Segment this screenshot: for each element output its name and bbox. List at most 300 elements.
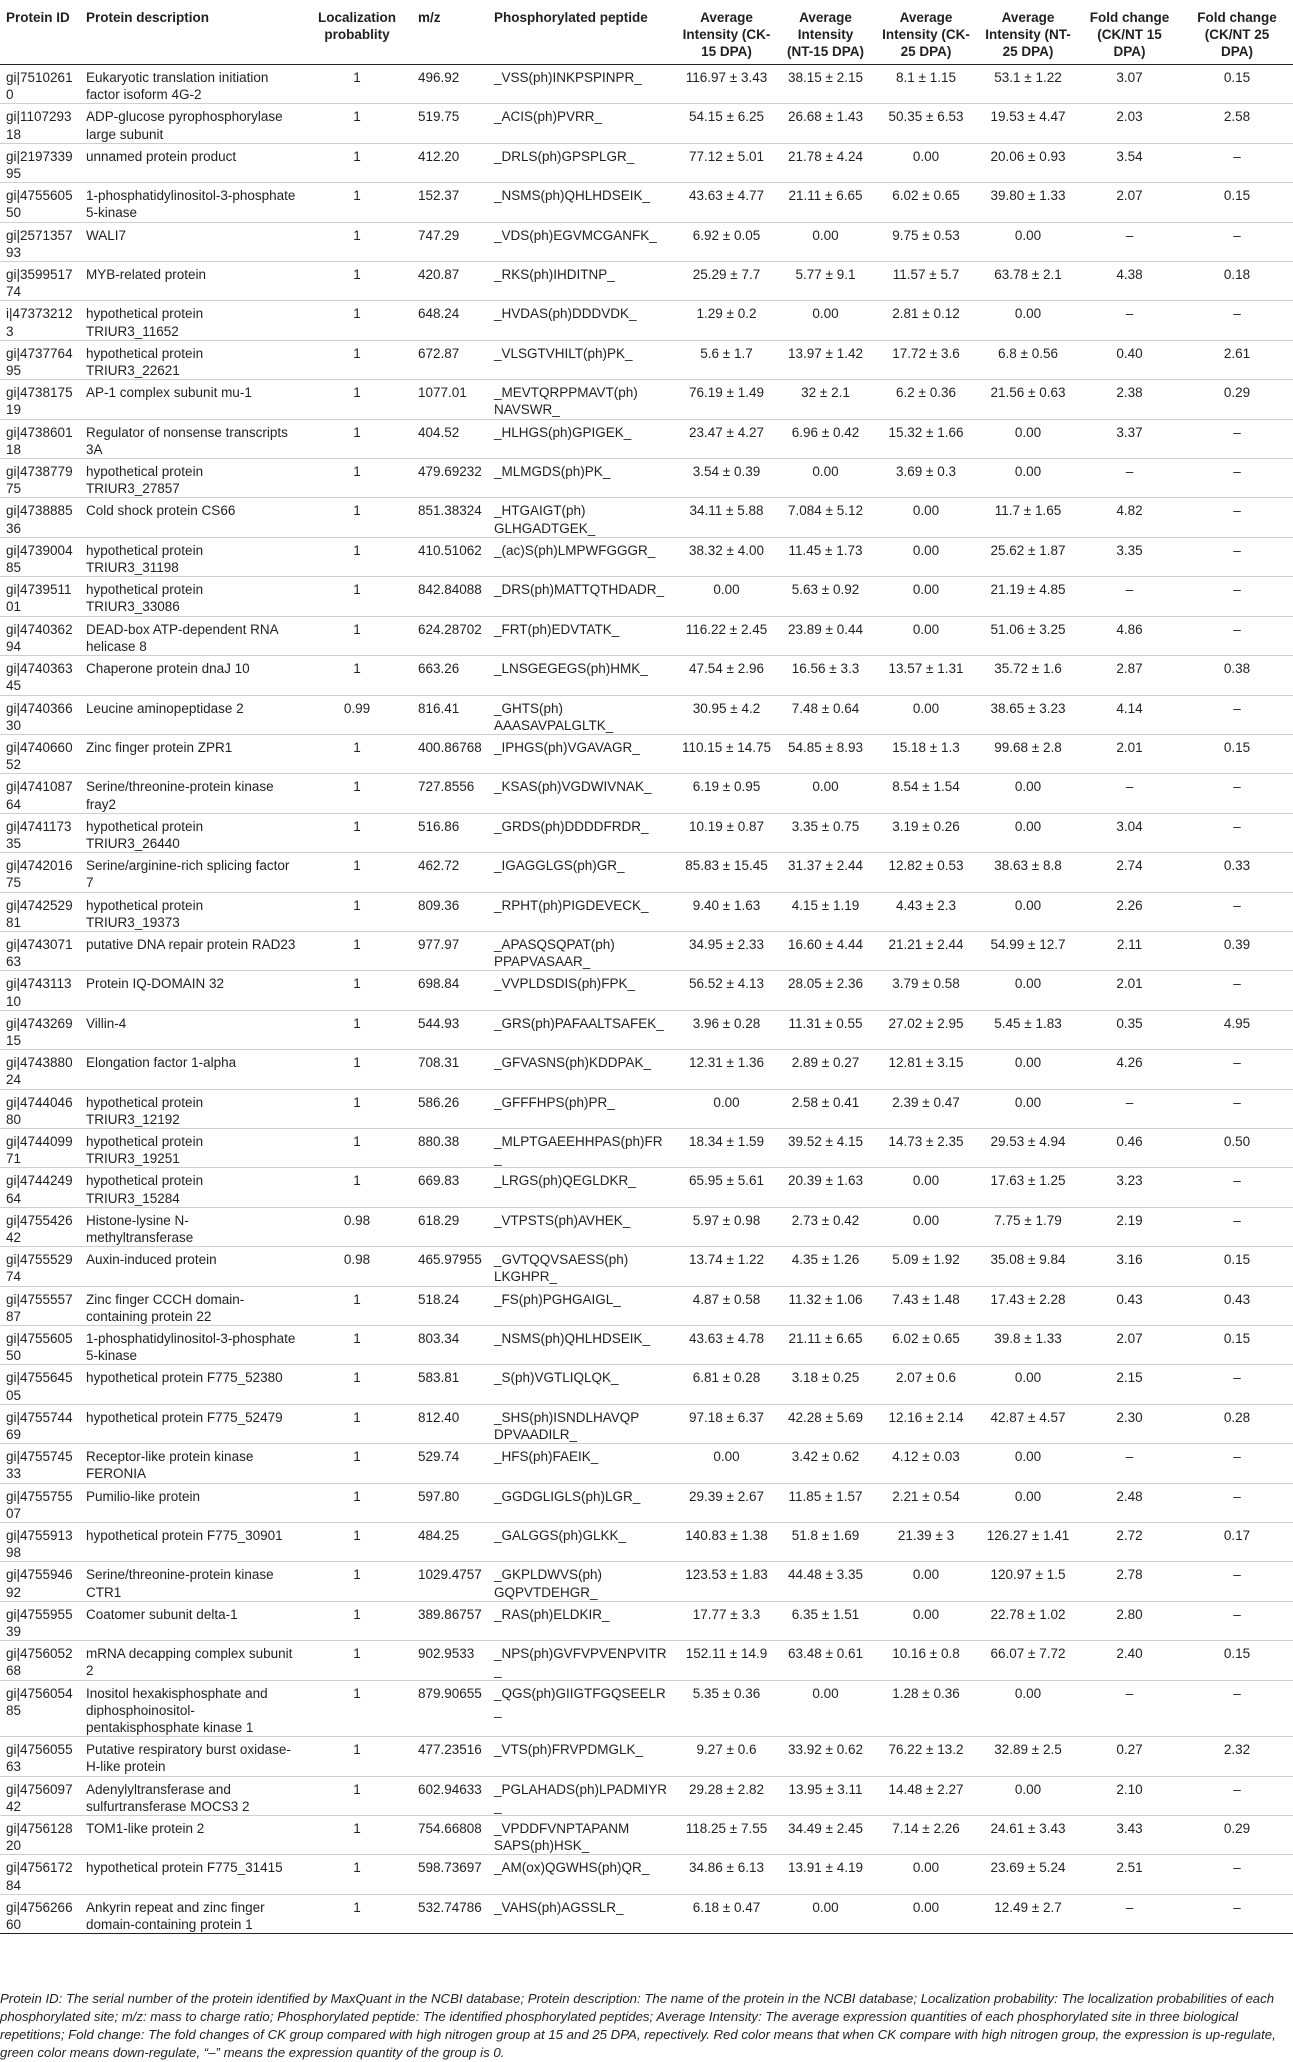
cell-avg-intensity-nt25: 11.7 ± 1.65 — [978, 498, 1078, 537]
cell-fold-change-15: – — [1078, 774, 1181, 813]
cell-avg-intensity-ck15: 43.63 ± 4.78 — [676, 1326, 777, 1365]
cell-avg-intensity-ck25: 6.02 ± 0.65 — [874, 1326, 978, 1365]
cell-localization-probability: 0.99 — [302, 695, 412, 734]
cell-avg-intensity-ck25: 3.69 ± 0.3 — [874, 459, 978, 498]
table-row — [0, 143, 1293, 182]
cell-avg-intensity-ck25: 4.12 ± 0.03 — [874, 1444, 978, 1483]
cell-avg-intensity-ck25: 27.02 ± 2.95 — [874, 1010, 978, 1049]
cell-avg-intensity-ck15: 4.87 ± 0.58 — [676, 1286, 777, 1325]
cell-fold-change-25: – — [1181, 774, 1293, 813]
cell-fold-change-15: 2.07 — [1078, 1326, 1181, 1365]
cell-fold-change-15: 2.48 — [1078, 1483, 1181, 1522]
cell-protein-id: gi|473900485 — [0, 537, 80, 576]
cell-fold-change-25: 0.15 — [1181, 1641, 1293, 1680]
col-fold-change-15: Fold change (CK/NT 15 DPA) — [1078, 0, 1181, 65]
cell-protein-description: Ankyrin repeat and zinc finger domain-containing protein 1 — [80, 1894, 302, 1933]
cell-fold-change-15: 2.26 — [1078, 892, 1181, 931]
cell-avg-intensity-nt15: 0.00 — [777, 301, 874, 340]
cell-avg-intensity-nt25: 0.00 — [978, 459, 1078, 498]
cell-protein-id: gi|75102610 — [0, 65, 80, 104]
cell-avg-intensity-nt25: 66.07 ± 7.72 — [978, 1641, 1078, 1680]
cell-fold-change-15: 2.40 — [1078, 1641, 1181, 1680]
table-row — [0, 1089, 1293, 1128]
cell-protein-description: TOM1-like protein 2 — [80, 1816, 302, 1855]
cell-localization-probability: 1 — [302, 1562, 412, 1601]
cell-protein-description: Adenylyltransferase and sulfurtransferase MOCS3 2 — [80, 1776, 302, 1815]
cell-avg-intensity-ck15: 12.31 ± 1.36 — [676, 1050, 777, 1089]
cell-avg-intensity-nt25: 38.63 ± 8.8 — [978, 853, 1078, 892]
cell-fold-change-15: 3.23 — [1078, 1168, 1181, 1207]
cell-localization-probability: 1 — [302, 931, 412, 970]
cell-localization-probability: 1 — [302, 104, 412, 143]
cell-protein-description: Pumilio-like protein — [80, 1483, 302, 1522]
cell-protein-description: putative DNA repair protein RAD23 — [80, 931, 302, 970]
cell-fold-change-15: 4.26 — [1078, 1050, 1181, 1089]
cell-avg-intensity-nt25: 0.00 — [978, 222, 1078, 261]
cell-avg-intensity-nt25: 0.00 — [978, 892, 1078, 931]
cell-localization-probability: 1 — [302, 1776, 412, 1815]
cell-avg-intensity-nt15: 7.48 ± 0.64 — [777, 695, 874, 734]
cell-avg-intensity-nt25: 0.00 — [978, 1050, 1078, 1089]
cell-mz: 1077.01 — [412, 380, 488, 419]
cell-fold-change-15: 0.46 — [1078, 1128, 1181, 1167]
cell-avg-intensity-nt15: 42.28 ± 5.69 — [777, 1404, 874, 1443]
cell-avg-intensity-ck15: 54.15 ± 6.25 — [676, 104, 777, 143]
cell-avg-intensity-nt25: 51.06 ± 3.25 — [978, 616, 1078, 655]
cell-fold-change-25: 4.95 — [1181, 1010, 1293, 1049]
cell-avg-intensity-ck15: 6.18 ± 0.47 — [676, 1894, 777, 1933]
table-body — [0, 65, 1293, 1934]
col-avg-intensity-nt25: Average Intensity (NT-25 DPA) — [978, 0, 1078, 65]
cell-fold-change-15: 2.80 — [1078, 1601, 1181, 1640]
table-row — [0, 1050, 1293, 1089]
cell-protein-id: gi|474307163 — [0, 931, 80, 970]
cell-protein-id: gi|219733995 — [0, 143, 80, 182]
cell-avg-intensity-ck25: 9.75 ± 0.53 — [874, 222, 978, 261]
cell-avg-intensity-nt25: 63.78 ± 2.1 — [978, 262, 1078, 301]
cell-avg-intensity-ck25: 11.57 ± 5.7 — [874, 262, 978, 301]
cell-localization-probability: 1 — [302, 813, 412, 852]
cell-fold-change-25: 0.17 — [1181, 1523, 1293, 1562]
cell-avg-intensity-ck15: 9.40 ± 1.63 — [676, 892, 777, 931]
cell-mz: 880.38 — [412, 1128, 488, 1167]
cell-mz: 404.52 — [412, 419, 488, 458]
cell-fold-change-15: 2.03 — [1078, 104, 1181, 143]
cell-fold-change-15: 2.01 — [1078, 734, 1181, 773]
cell-avg-intensity-nt15: 3.42 ± 0.62 — [777, 1444, 874, 1483]
cell-protein-description: 1-phosphatidylinositol-3-phosphate 5-kinase — [80, 183, 302, 222]
cell-mz: 477.23516 — [412, 1737, 488, 1776]
cell-mz: 809.36 — [412, 892, 488, 931]
cell-fold-change-25: – — [1181, 1444, 1293, 1483]
table-row — [0, 1365, 1293, 1404]
cell-protein-id: gi|473888536 — [0, 498, 80, 537]
cell-avg-intensity-ck25: 0.00 — [874, 143, 978, 182]
cell-fold-change-25: – — [1181, 695, 1293, 734]
cell-avg-intensity-nt25: 99.68 ± 2.8 — [978, 734, 1078, 773]
cell-phosphorylated-peptide: _GFVASNS(ph)KDDPAK_ — [488, 1050, 676, 1089]
cell-avg-intensity-nt25: 5.45 ± 1.83 — [978, 1010, 1078, 1049]
cell-avg-intensity-nt25: 0.00 — [978, 1776, 1078, 1815]
cell-avg-intensity-nt25: 17.63 ± 1.25 — [978, 1168, 1078, 1207]
cell-phosphorylated-peptide: _FRT(ph)EDVTATK_ — [488, 616, 676, 655]
cell-fold-change-25: 0.15 — [1181, 1247, 1293, 1286]
cell-avg-intensity-ck15: 34.11 ± 5.88 — [676, 498, 777, 537]
table-row — [0, 1523, 1293, 1562]
cell-fold-change-15: 4.14 — [1078, 695, 1181, 734]
cell-fold-change-25: – — [1181, 813, 1293, 852]
col-protein-description: Protein description — [80, 0, 302, 65]
cell-localization-probability: 1 — [302, 340, 412, 379]
cell-avg-intensity-nt25: 42.87 ± 4.57 — [978, 1404, 1078, 1443]
table-row — [0, 1444, 1293, 1483]
cell-fold-change-15: 3.43 — [1078, 1816, 1181, 1855]
cell-avg-intensity-ck15: 0.00 — [676, 1089, 777, 1128]
cell-fold-change-15: 2.15 — [1078, 1365, 1181, 1404]
cell-avg-intensity-ck15: 6.92 ± 0.05 — [676, 222, 777, 261]
table-row — [0, 183, 1293, 222]
cell-mz: 518.24 — [412, 1286, 488, 1325]
cell-protein-description: Zinc finger protein ZPR1 — [80, 734, 302, 773]
cell-localization-probability: 1 — [302, 1050, 412, 1089]
cell-phosphorylated-peptide: _AM(ox)QGWHS(ph)QR_ — [488, 1855, 676, 1894]
cell-avg-intensity-ck15: 29.39 ± 2.67 — [676, 1483, 777, 1522]
cell-localization-probability: 0.98 — [302, 1247, 412, 1286]
cell-avg-intensity-ck15: 0.00 — [676, 1444, 777, 1483]
cell-fold-change-25: – — [1181, 1601, 1293, 1640]
cell-avg-intensity-ck15: 9.27 ± 0.6 — [676, 1737, 777, 1776]
table-row — [0, 1168, 1293, 1207]
cell-fold-change-15: 2.87 — [1078, 656, 1181, 695]
cell-localization-probability: 1 — [302, 892, 412, 931]
table-row — [0, 1010, 1293, 1049]
cell-phosphorylated-peptide: _(ac)S(ph)LMPWFGGGR_ — [488, 537, 676, 576]
cell-avg-intensity-ck25: 0.00 — [874, 1894, 978, 1933]
cell-protein-description: hypothetical protein TRIUR3_26440 — [80, 813, 302, 852]
table-row — [0, 1855, 1293, 1894]
cell-avg-intensity-nt15: 0.00 — [777, 1894, 874, 1933]
cell-avg-intensity-nt25: 0.00 — [978, 1089, 1078, 1128]
cell-avg-intensity-nt25: 0.00 — [978, 1365, 1078, 1404]
cell-localization-probability: 1 — [302, 301, 412, 340]
cell-phosphorylated-peptide: _VDS(ph)EGVMCGANFK_ — [488, 222, 676, 261]
cell-mz: 698.84 — [412, 971, 488, 1010]
cell-avg-intensity-nt15: 0.00 — [777, 774, 874, 813]
cell-protein-description: hypothetical protein TRIUR3_33086 — [80, 577, 302, 616]
col-protein-id: Protein ID — [0, 0, 80, 65]
cell-fold-change-25: – — [1181, 1168, 1293, 1207]
cell-protein-id: gi|474036630 — [0, 695, 80, 734]
cell-localization-probability: 1 — [302, 1089, 412, 1128]
cell-fold-change-15: – — [1078, 222, 1181, 261]
cell-phosphorylated-peptide: _MLMGDS(ph)PK_ — [488, 459, 676, 498]
cell-protein-id: gi|475617284 — [0, 1855, 80, 1894]
cell-avg-intensity-nt25: 20.06 ± 0.93 — [978, 143, 1078, 182]
cell-phosphorylated-peptide: _HFS(ph)FAEIK_ — [488, 1444, 676, 1483]
cell-avg-intensity-nt15: 0.00 — [777, 1680, 874, 1737]
cell-avg-intensity-nt25: 38.65 ± 3.23 — [978, 695, 1078, 734]
cell-avg-intensity-nt15: 31.37 ± 2.44 — [777, 853, 874, 892]
table-row — [0, 340, 1293, 379]
cell-protein-id: gi|473877975 — [0, 459, 80, 498]
table-header — [0, 0, 1293, 65]
cell-localization-probability: 1 — [302, 1286, 412, 1325]
cell-fold-change-25: 0.28 — [1181, 1404, 1293, 1443]
cell-fold-change-25: – — [1181, 1050, 1293, 1089]
cell-localization-probability: 1 — [302, 143, 412, 182]
cell-fold-change-15: 0.40 — [1078, 340, 1181, 379]
cell-fold-change-25: 0.39 — [1181, 931, 1293, 970]
cell-mz: 598.73697 — [412, 1855, 488, 1894]
cell-mz: 152.37 — [412, 183, 488, 222]
cell-fold-change-15: 0.43 — [1078, 1286, 1181, 1325]
cell-phosphorylated-peptide: _LRGS(ph)QEGLDKR_ — [488, 1168, 676, 1207]
cell-fold-change-25: – — [1181, 1207, 1293, 1246]
cell-avg-intensity-nt15: 11.32 ± 1.06 — [777, 1286, 874, 1325]
cell-avg-intensity-nt15: 5.77 ± 9.1 — [777, 262, 874, 301]
cell-protein-id: gi|474311310 — [0, 971, 80, 1010]
cell-protein-description: Coatomer subunit delta-1 — [80, 1601, 302, 1640]
table-row — [0, 892, 1293, 931]
cell-avg-intensity-ck15: 123.53 ± 1.83 — [676, 1562, 777, 1601]
cell-avg-intensity-ck15: 18.34 ± 1.59 — [676, 1128, 777, 1167]
cell-protein-id: gi|474252981 — [0, 892, 80, 931]
cell-avg-intensity-nt15: 39.52 ± 4.15 — [777, 1128, 874, 1167]
cell-avg-intensity-ck15: 38.32 ± 4.00 — [676, 537, 777, 576]
table-row — [0, 537, 1293, 576]
cell-protein-description: hypothetical protein TRIUR3_15284 — [80, 1168, 302, 1207]
cell-fold-change-25: 0.29 — [1181, 380, 1293, 419]
cell-avg-intensity-ck25: 14.73 ± 2.35 — [874, 1128, 978, 1167]
cell-localization-probability: 1 — [302, 498, 412, 537]
cell-phosphorylated-peptide: _LNSGEGEGS(ph)HMK_ — [488, 656, 676, 695]
cell-fold-change-25: – — [1181, 1776, 1293, 1815]
cell-mz: 816.41 — [412, 695, 488, 734]
cell-protein-id: gi|473776495 — [0, 340, 80, 379]
cell-mz: 519.75 — [412, 104, 488, 143]
cell-fold-change-15: 4.82 — [1078, 498, 1181, 537]
cell-avg-intensity-nt25: 35.08 ± 9.84 — [978, 1247, 1078, 1286]
cell-avg-intensity-nt15: 0.00 — [777, 459, 874, 498]
cell-fold-change-15: – — [1078, 1680, 1181, 1737]
cell-avg-intensity-ck25: 6.02 ± 0.65 — [874, 183, 978, 222]
cell-avg-intensity-nt15: 2.58 ± 0.41 — [777, 1089, 874, 1128]
cell-protein-id: gi|473951101 — [0, 577, 80, 616]
cell-avg-intensity-nt25: 53.1 ± 1.22 — [978, 65, 1078, 104]
cell-fold-change-15: – — [1078, 301, 1181, 340]
cell-avg-intensity-nt15: 23.89 ± 0.44 — [777, 616, 874, 655]
cell-phosphorylated-peptide: _GKPLDWVS(ph) GQPVTDEHGR_ — [488, 1562, 676, 1601]
cell-mz: 420.87 — [412, 262, 488, 301]
cell-phosphorylated-peptide: _GGDGLIGLS(ph)LGR_ — [488, 1483, 676, 1522]
cell-fold-change-25: 0.15 — [1181, 734, 1293, 773]
cell-localization-probability: 1 — [302, 262, 412, 301]
cell-fold-change-25: – — [1181, 577, 1293, 616]
cell-protein-id: gi|257135793 — [0, 222, 80, 261]
table-row — [0, 1404, 1293, 1443]
cell-avg-intensity-nt15: 28.05 ± 2.36 — [777, 971, 874, 1010]
col-fold-change-25: Fold change (CK/NT 25 DPA) — [1181, 0, 1293, 65]
cell-localization-probability: 1 — [302, 1855, 412, 1894]
cell-protein-id: i|473732123 — [0, 301, 80, 340]
cell-localization-probability: 1 — [302, 380, 412, 419]
cell-avg-intensity-nt15: 16.56 ± 3.3 — [777, 656, 874, 695]
cell-avg-intensity-ck25: 21.39 ± 3 — [874, 1523, 978, 1562]
cell-fold-change-15: 2.01 — [1078, 971, 1181, 1010]
cell-protein-description: Villin-4 — [80, 1010, 302, 1049]
cell-protein-description: hypothetical protein F775_31415 — [80, 1855, 302, 1894]
cell-protein-description: hypothetical protein TRIUR3_19251 — [80, 1128, 302, 1167]
cell-protein-id: gi|475605268 — [0, 1641, 80, 1680]
cell-protein-id: gi|474424964 — [0, 1168, 80, 1207]
cell-phosphorylated-peptide: _HVDAS(ph)DDDVDK_ — [488, 301, 676, 340]
cell-avg-intensity-nt15: 51.8 ± 1.69 — [777, 1523, 874, 1562]
cell-fold-change-25: 0.29 — [1181, 1816, 1293, 1855]
cell-avg-intensity-nt15: 33.92 ± 0.62 — [777, 1737, 874, 1776]
table-row — [0, 301, 1293, 340]
cell-avg-intensity-ck25: 14.48 ± 2.27 — [874, 1776, 978, 1815]
cell-fold-change-15: 4.86 — [1078, 616, 1181, 655]
cell-phosphorylated-peptide: _VPDDFVNPTAPANM SAPS(ph)HSK_ — [488, 1816, 676, 1855]
table-row — [0, 419, 1293, 458]
cell-protein-id: gi|473817519 — [0, 380, 80, 419]
cell-fold-change-15: 3.54 — [1078, 143, 1181, 182]
cell-avg-intensity-nt15: 3.35 ± 0.75 — [777, 813, 874, 852]
cell-protein-description: hypothetical protein F775_52380 — [80, 1365, 302, 1404]
cell-phosphorylated-peptide: _RPHT(ph)PIGDEVECK_ — [488, 892, 676, 931]
cell-mz: 496.92 — [412, 65, 488, 104]
cell-avg-intensity-ck25: 0.00 — [874, 498, 978, 537]
col-phosphorylated-peptide: Phosphorylated peptide — [488, 0, 676, 65]
cell-protein-id: gi|475626660 — [0, 1894, 80, 1933]
cell-mz: 462.72 — [412, 853, 488, 892]
table-row — [0, 1816, 1293, 1855]
cell-localization-probability: 1 — [302, 1737, 412, 1776]
col-localization-probability: Localization probablity — [302, 0, 412, 65]
cell-avg-intensity-ck25: 2.81 ± 0.12 — [874, 301, 978, 340]
cell-mz: 389.86757 — [412, 1601, 488, 1640]
cell-fold-change-25: 0.15 — [1181, 1326, 1293, 1365]
cell-avg-intensity-ck15: 30.95 ± 4.2 — [676, 695, 777, 734]
cell-fold-change-15: 2.10 — [1078, 1776, 1181, 1815]
cell-protein-id: gi|474326915 — [0, 1010, 80, 1049]
cell-mz: 400.86768 — [412, 734, 488, 773]
cell-protein-description: Putative respiratory burst oxidase-H-like protein — [80, 1737, 302, 1776]
col-mz: m/z — [412, 0, 488, 65]
cell-phosphorylated-peptide: _HTGAIGT(ph) GLHGADTGEK_ — [488, 498, 676, 537]
cell-localization-probability: 1 — [302, 774, 412, 813]
cell-protein-description: Receptor-like protein kinase FERONIA — [80, 1444, 302, 1483]
cell-avg-intensity-nt25: 120.97 ± 1.5 — [978, 1562, 1078, 1601]
cell-protein-id: gi|474036294 — [0, 616, 80, 655]
cell-mz: 747.29 — [412, 222, 488, 261]
cell-avg-intensity-nt15: 21.11 ± 6.65 — [777, 183, 874, 222]
cell-avg-intensity-ck15: 152.11 ± 14.9 — [676, 1641, 777, 1680]
cell-localization-probability: 1 — [302, 1523, 412, 1562]
cell-protein-description: Chaperone protein dnaJ 10 — [80, 656, 302, 695]
cell-protein-description: Inositol hexakisphosphate and diphosphoinositol-pentakisphosphate kinase 1 — [80, 1680, 302, 1737]
cell-avg-intensity-ck25: 15.32 ± 1.66 — [874, 419, 978, 458]
cell-phosphorylated-peptide: _VLSGTVHILT(ph)PK_ — [488, 340, 676, 379]
cell-avg-intensity-ck15: 3.54 ± 0.39 — [676, 459, 777, 498]
table-row — [0, 1286, 1293, 1325]
cell-avg-intensity-nt15: 2.73 ± 0.42 — [777, 1207, 874, 1246]
cell-avg-intensity-ck15: 0.00 — [676, 577, 777, 616]
table-row — [0, 853, 1293, 892]
cell-avg-intensity-ck25: 0.00 — [874, 1562, 978, 1601]
cell-avg-intensity-nt15: 0.00 — [777, 222, 874, 261]
table-row — [0, 695, 1293, 734]
cell-avg-intensity-nt15: 20.39 ± 1.63 — [777, 1168, 874, 1207]
cell-protein-id: gi|474036345 — [0, 656, 80, 695]
cell-fold-change-25: – — [1181, 1855, 1293, 1894]
cell-phosphorylated-peptide: _GRS(ph)PAFAALTSAFEK_ — [488, 1010, 676, 1049]
cell-localization-probability: 1 — [302, 1365, 412, 1404]
cell-protein-description: ADP-glucose pyrophosphorylase large subunit — [80, 104, 302, 143]
cell-avg-intensity-ck25: 0.00 — [874, 577, 978, 616]
cell-fold-change-15: 3.35 — [1078, 537, 1181, 576]
cell-mz: 669.83 — [412, 1168, 488, 1207]
cell-phosphorylated-peptide: _SHS(ph)ISNDLHAVQP DPVAADILR_ — [488, 1404, 676, 1443]
cell-avg-intensity-nt15: 4.15 ± 1.19 — [777, 892, 874, 931]
cell-fold-change-15: 2.30 — [1078, 1404, 1181, 1443]
cell-phosphorylated-peptide: _VTS(ph)FRVPDMGLK_ — [488, 1737, 676, 1776]
cell-fold-change-15: 2.38 — [1078, 380, 1181, 419]
cell-fold-change-15: 2.74 — [1078, 853, 1181, 892]
cell-avg-intensity-ck25: 0.00 — [874, 616, 978, 655]
cell-avg-intensity-ck25: 2.39 ± 0.47 — [874, 1089, 978, 1128]
cell-avg-intensity-ck25: 10.16 ± 0.8 — [874, 1641, 978, 1680]
table-row — [0, 1483, 1293, 1522]
cell-protein-id: gi|475605485 — [0, 1680, 80, 1737]
cell-localization-probability: 1 — [302, 1641, 412, 1680]
cell-protein-description: hypothetical protein TRIUR3_19373 — [80, 892, 302, 931]
cell-avg-intensity-ck25: 12.82 ± 0.53 — [874, 853, 978, 892]
cell-avg-intensity-ck25: 0.00 — [874, 1168, 978, 1207]
table-row — [0, 813, 1293, 852]
cell-avg-intensity-nt25: 0.00 — [978, 1680, 1078, 1737]
cell-avg-intensity-nt15: 32 ± 2.1 — [777, 380, 874, 419]
table-row — [0, 262, 1293, 301]
cell-localization-probability: 1 — [302, 1326, 412, 1365]
table-row — [0, 774, 1293, 813]
cell-mz: 851.38324 — [412, 498, 488, 537]
cell-avg-intensity-nt25: 7.75 ± 1.79 — [978, 1207, 1078, 1246]
cell-protein-id: gi|475560550 — [0, 1326, 80, 1365]
cell-avg-intensity-ck15: 3.96 ± 0.28 — [676, 1010, 777, 1049]
cell-localization-probability: 1 — [302, 656, 412, 695]
cell-phosphorylated-peptide: _GALGGS(ph)GLKK_ — [488, 1523, 676, 1562]
cell-avg-intensity-ck15: 77.12 ± 5.01 — [676, 143, 777, 182]
cell-phosphorylated-peptide: _GFFFHPS(ph)PR_ — [488, 1089, 676, 1128]
cell-localization-probability: 0.98 — [302, 1207, 412, 1246]
cell-protein-description: Regulator of nonsense transcripts 3A — [80, 419, 302, 458]
cell-mz: 663.26 — [412, 656, 488, 695]
table-row — [0, 931, 1293, 970]
cell-mz: 586.26 — [412, 1089, 488, 1128]
cell-localization-probability: 1 — [302, 419, 412, 458]
cell-avg-intensity-nt15: 38.15 ± 2.15 — [777, 65, 874, 104]
cell-fold-change-25: 0.43 — [1181, 1286, 1293, 1325]
cell-mz: 544.93 — [412, 1010, 488, 1049]
cell-protein-id: gi|475555787 — [0, 1286, 80, 1325]
cell-fold-change-15: – — [1078, 1089, 1181, 1128]
cell-localization-probability: 1 — [302, 1128, 412, 1167]
cell-avg-intensity-ck15: 56.52 ± 4.13 — [676, 971, 777, 1010]
cell-avg-intensity-nt25: 22.78 ± 1.02 — [978, 1601, 1078, 1640]
cell-avg-intensity-nt25: 29.53 ± 4.94 — [978, 1128, 1078, 1167]
cell-protein-id: gi|475605563 — [0, 1737, 80, 1776]
